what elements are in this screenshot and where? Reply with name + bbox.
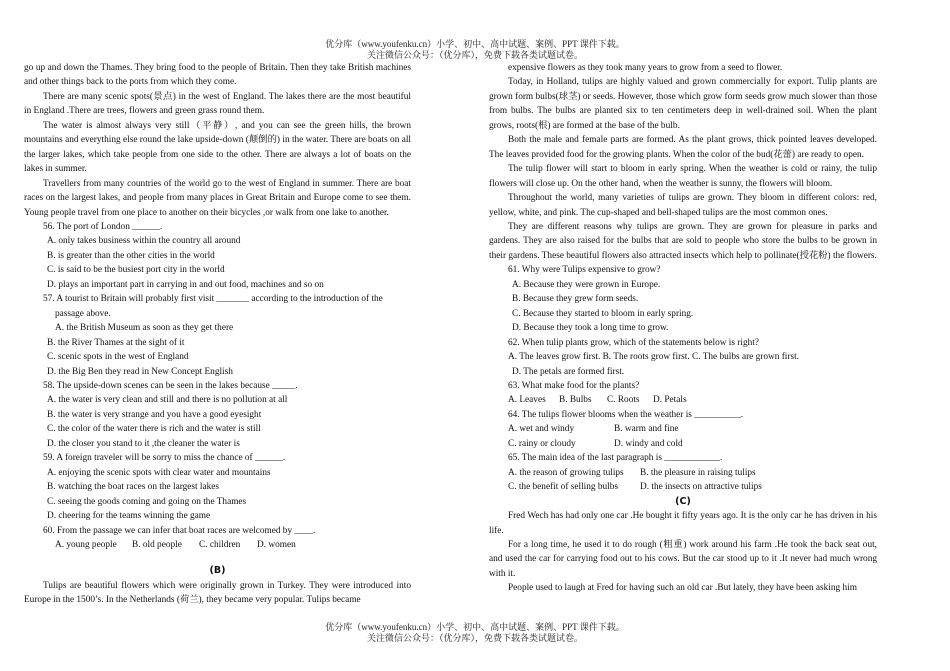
question-56-option-c: C. is said to be the busiest port city in the world: [47, 265, 225, 276]
question-61-option-a: A. Because they were grown in Europe.: [512, 279, 661, 290]
question-60-stem: 60. From the passage we can infer that boat races are welcomed by ____.: [43, 525, 316, 536]
question-63-options: [489, 393, 877, 407]
passage-a-paragraph: There are many scenic spots(景点) in the west of England. The lakes there are the most beautiful in England .There are trees, flowers and green grass round them.: [24, 91, 411, 117]
page-header: [0, 39, 950, 61]
passage-b-paragraph: Tulips are beautiful flowers which were originally grown in Turkey. They were introduced into Europe in the 1500’s. In the Netherlands (荷兰), they became very popular. Tulips became: [24, 580, 411, 606]
question-64-stem: 64. The tulips flower blooms when the weather is __________.: [508, 409, 744, 420]
question-59-option-c: C. seeing the goods coming and going on the Thames: [47, 496, 247, 507]
question-61-stem: 61. Why were Tulips expensive to grow?: [508, 265, 661, 276]
question-59-option-d: D. cheering for the teams winning the game: [47, 511, 211, 522]
passage-b-paragraph: Both the male and female parts are formed. As the plant grows, thick pointed leaves developed. The leaves provided food for the growing plants. When the color of the bud(花蕾) are ready to open.: [489, 135, 877, 160]
question-60-option-a: A. young people: [55, 539, 117, 550]
passage-a-paragraph: go up and down the Thames. They bring food to the people of Britain. Then they take British machines and other things back to the ports from which they come.: [24, 63, 411, 88]
question-60-options: [24, 538, 411, 552]
question-65-options-cd: [489, 480, 877, 494]
question-65-option-a: A. the reason of growing tulips: [508, 467, 624, 478]
question-59-option-a: A. enjoying the scenic spots with clear water and mountains: [47, 467, 271, 478]
question-56-option-b: B. is greater than the other cities in the world: [47, 250, 215, 261]
section-b-heading: (B): [209, 565, 226, 577]
question-61-option-c: C. Because they started to bloom in early spring.: [512, 308, 694, 319]
question-59-stem: 59. A foreign traveler will be sorry to miss the chance of ______.: [43, 453, 286, 464]
passage-b-paragraph: Throughout the world, many varieties of tulips are grown. They bloom in different colors: red, yellow, white, and pink. The cup-shaped and bell-shaped tulips are the most common ones.: [489, 193, 877, 218]
question-56-option-d: D. plays an important part in carrying in and out food, machines and so on: [47, 279, 324, 290]
header-line-1: 优分库（www.youfenku.cn）小学、初中、高中试题、案例、PPT 课件下载。: [325, 39, 625, 49]
question-65-option-b: B. the pleasure in raising tulips: [640, 467, 756, 478]
question-60-option-d: D. women: [257, 539, 296, 550]
question-57-option-b: B. the River Thames at the sight of it: [47, 337, 185, 348]
question-63-option-a: A. Leaves: [508, 395, 546, 406]
question-57-stem: 57. A tourist to Britain will probably first visit _______ according to the introduction of the: [43, 294, 383, 305]
question-63-option-c: C. Roots: [607, 395, 640, 406]
question-62-stem: 62. When tulip plants grow, which of the statements below is right?: [508, 337, 759, 348]
passage-b-paragraph: expensive flowers as they took many years to grow from a seed to flower.: [508, 63, 783, 73]
passage-b-paragraph: Today, in Holland, tulips are highly valued and grown commercially for export. Tulip plants are grown form bulbs(球茎) or seeds. However, those which grow form seeds grow much slower than those from bulbs. The bulbs are planted six to ten centimeters deep in well-drained soil. When the plant grows, roots(根) are formed at the base of the bulb.: [489, 77, 877, 131]
question-64-options-cd: [489, 437, 877, 451]
question-56-stem: 56. The port of London ______.: [43, 221, 163, 232]
footer-line-2: 关注微信公众号：（优分库），免费下载各类试题试卷。: [366, 633, 583, 643]
question-60-option-b: B. old people: [132, 539, 182, 550]
question-62-options-abc: A. The leaves grow first. B. The roots grow first. C. The bulbs are grown first.: [508, 352, 799, 363]
section-c-heading: (C): [675, 495, 691, 507]
passage-a-paragraph: Travellers from many countries of the world go to the west of England in summer. There are boat races on the largest lakes, and people from many places in Great Britain and Europe come to see them. Young people travel from one place to another on their bicycles ,or walk from one lake to another.: [24, 178, 411, 218]
question-62-option-d: D. The petals are formed first.: [512, 366, 625, 377]
question-58-option-d: D. the closer you stand to it ,the cleaner the water is: [47, 438, 240, 449]
passage-b-paragraph: They are different reasons why tulips are grown. They are grown for pleasure in parks and gardens. They are also raised for the bulbs that are sold to people who store the bulbs to be grown in their gardens. These beautiful flowers also attracted insects which help to pollinate(授花粉) the flowers.: [489, 221, 877, 261]
question-64-option-b: B. warm and fine: [614, 424, 679, 435]
question-57-option-c: C. scenic spots in the west of England: [47, 352, 189, 363]
question-58-stem: 58. The upside-down scenes can be seen in the lakes because _____.: [43, 380, 298, 391]
question-63-option-b: B. Bulbs: [559, 395, 592, 406]
question-58-option-c: C. the color of the water there is rich and the water is still: [47, 424, 261, 435]
passage-b-paragraph: The tulip flower will start to bloom in early spring. When the weather is cold or rainy, the tulip flowers will close up. On the other hand, when the weather is sunny, the flowers will bloom.: [489, 164, 877, 189]
question-61-option-b: B. Because they grew form seeds.: [512, 294, 639, 305]
question-61-option-d: D. Because they took a long time to grow.: [512, 323, 669, 334]
passage-c-paragraph: For a long time, he used it to do rough (粗重) work around his farm .He took the back seat out, and used the car for carrying food out to his cows. But the car stood up to it .It never had much wrong with it.: [489, 539, 877, 579]
footer-line-1: 优分库（www.youfenku.cn）小学、初中、高中试题、案例、PPT 课件下载。: [325, 622, 625, 632]
question-64-options-ab: [489, 422, 877, 436]
question-64-option-d: D. windy and cold: [614, 438, 683, 449]
passage-a-paragraph: The water is almost always very still（平静）, and you can see the green hills, the brown mountains and everything else round the lake upside-down (颠倒的) in the water. There are boats on all the larger lakes, which take people from one side to the other. There are always a lot of boats on the lakes in summer.: [24, 120, 411, 175]
question-65-option-c: C. the benefit of selling bulbs: [508, 482, 618, 493]
question-57-option-d: D. the Big Ben they read in New Concept English: [47, 366, 233, 377]
question-60-option-c: C. children: [199, 539, 241, 550]
question-63-stem: 63. What make food for the plants?: [508, 380, 640, 391]
question-58-option-b: B. the water is very strange and you have a good eyesight: [47, 409, 262, 420]
passage-c-paragraph: People used to laugh at Fred for having such an old car .But lately, they have been asking him: [508, 583, 857, 594]
question-64-option-a: A. wet and windy: [508, 424, 575, 435]
right-column: [489, 61, 877, 596]
page-footer: [0, 622, 950, 644]
header-line-2: 关注微信公众号：（优分库），免费下载各类试题试卷。: [366, 50, 583, 60]
question-65-options-ab: [489, 466, 877, 480]
question-65-option-d: D. the insects on attractive tulips: [640, 482, 762, 493]
left-column: [24, 61, 411, 608]
question-57-stem-cont: passage above.: [55, 308, 111, 319]
question-65-stem: 65. The main idea of the last paragraph is ____________.: [508, 453, 723, 464]
question-59-option-b: B. watching the boat races on the largest lakes: [47, 482, 220, 493]
question-56-option-a: A. only takes business within the country all around: [47, 236, 241, 247]
question-64-option-c: C. rainy or cloudy: [508, 438, 576, 449]
question-57-option-a: A. the British Museum as soon as they get there: [55, 323, 234, 334]
question-58-option-a: A. the water is very clean and still and there is no pollution at all: [47, 395, 288, 406]
passage-c-paragraph: Fred Wech has had only one car .He bought it fifty years ago. It is the only car he has driven in his life.: [489, 511, 877, 536]
question-63-option-d: D. Petals: [653, 395, 687, 406]
